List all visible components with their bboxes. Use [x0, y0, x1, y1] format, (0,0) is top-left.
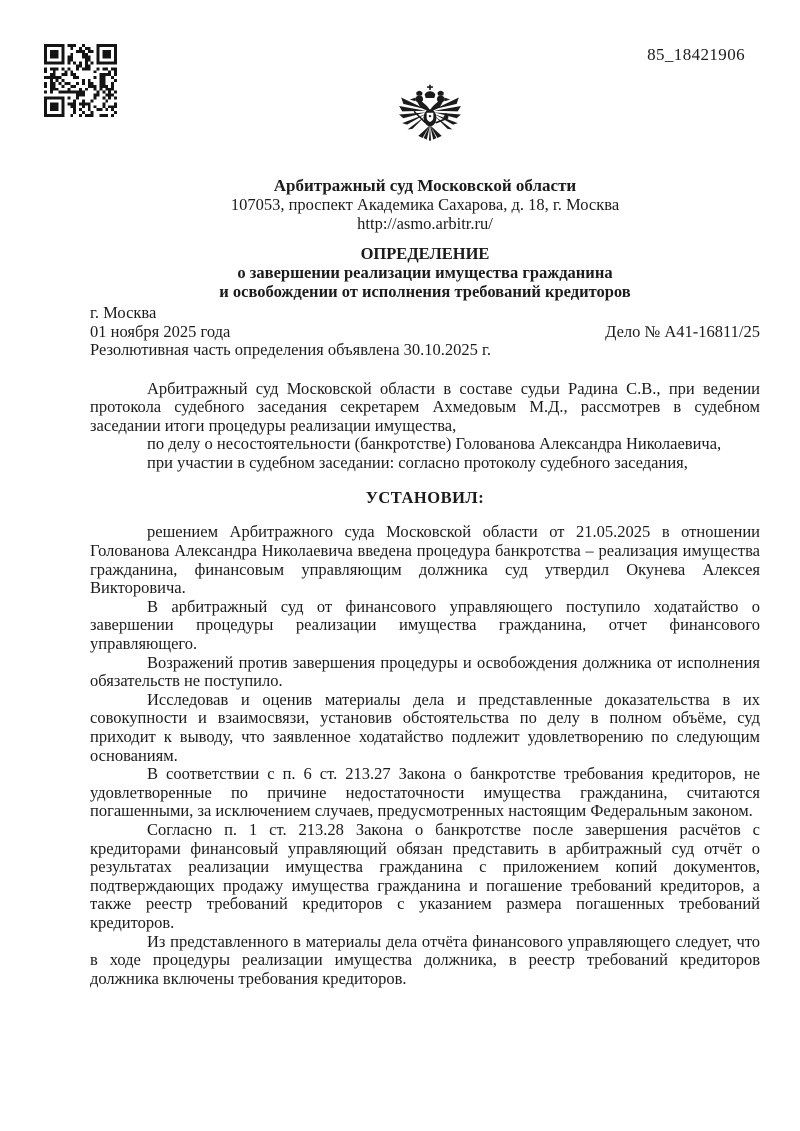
document-content [90, 0, 760, 988]
title-line-1: ОПРЕДЕЛЕНИЕ [360, 244, 490, 263]
coat-of-arms-icon [90, 84, 760, 162]
intro-section [90, 380, 760, 473]
document-number: 85_18421906 [647, 45, 745, 64]
body-paragraph: Согласно п. 1 ст. 213.28 Закона о банкротстве после завершения расчётов с кредиторами финансовый управляющий обязан представить в арбитражный суд отчёт о результатах реализации имущества гражданина с приложением копий документов, подтверждающих продажу имущества гражданина и погашение требований кредиторов, а также реестр требований кредиторов с указанием размера погашенных требований кредиторов. [90, 819, 760, 932]
court-url: http://asmo.arbitr.ru/ [357, 214, 493, 233]
body-paragraph: В соответствии с п. 6 ст. 213.27 Закона о банкротстве требования кредиторов, не удовлетворенные по причине недостаточности имущества гражданина, считаются погашенными, за исключением случаев, предусмотренных настоящим Федеральным законом. [90, 764, 760, 821]
court-name: Арбитражный суд Московской области [273, 176, 577, 195]
intro-paragraph: по делу о несостоятельности (банкротстве) Голованова Александра Николаевича, [147, 434, 722, 454]
case-number: Дело № А41-16811/25 [605, 321, 760, 341]
title-line-2: о завершении реализации имущества гражданина [237, 263, 613, 282]
body-paragraph: Исследовав и оценив материалы дела и представленные доказательства в их совокупности и взаимосвязи, установив обстоятельства по делу в полном объёме, суд приходит к выводу, что заявленное ходатайство подлежит удовлетворению по следующим основаниям. [90, 689, 760, 765]
city-label: г. Москва [90, 303, 157, 322]
body-paragraph: Возражений против завершения процедуры и освобождения должника от исполнения обязательств не поступило. [90, 652, 760, 691]
intro-paragraph: при участии в судебном заседании: согласно протоколу судебного заседания, [147, 452, 688, 472]
document-title [90, 244, 760, 301]
body-section [90, 523, 760, 988]
established-heading: УСТАНОВИЛ: [365, 488, 485, 508]
court-address: 107053, проспект Академика Сахарова, д. 18, г. Москва [230, 195, 620, 214]
body-paragraph: Из представленного в материалы дела отчёта финансового управляющего следует, что в ходе процедуры реализации имущества должника, в реестр требований кредиторов должника включены требования кредиторов. [90, 931, 760, 988]
body-paragraph: решением Арбитражного суда Московской области от 21.05.2025 в отношении Голованова Александра Николаевича введена процедура банкротства – реализация имущества гражданина, финансовым управляющим должника суд утвердил Окунева Алексея Викторовича. [90, 522, 760, 598]
title-line-3: и освобождении от исполнения требований кредиторов [219, 282, 631, 301]
case-meta [90, 304, 760, 360]
body-paragraph: В арбитражный суд от финансового управляющего поступило ходатайство о завершении процедуры реализации имущества гражданина, отчет финансового управляющего. [90, 596, 760, 654]
intro-paragraph: Арбитражный суд Московской области в составе судьи Радина С.В., при ведении протокола судебного заседания секретарем Ахмедовым М.Д., рассмотрев в судебном заседании итоги процедуры реализации имущества, [90, 378, 760, 435]
resolution-note: Резолютивная часть определения объявлена 30.10.2025 г. [90, 340, 492, 359]
decision-date: 01 ноября 2025 года [90, 321, 231, 341]
